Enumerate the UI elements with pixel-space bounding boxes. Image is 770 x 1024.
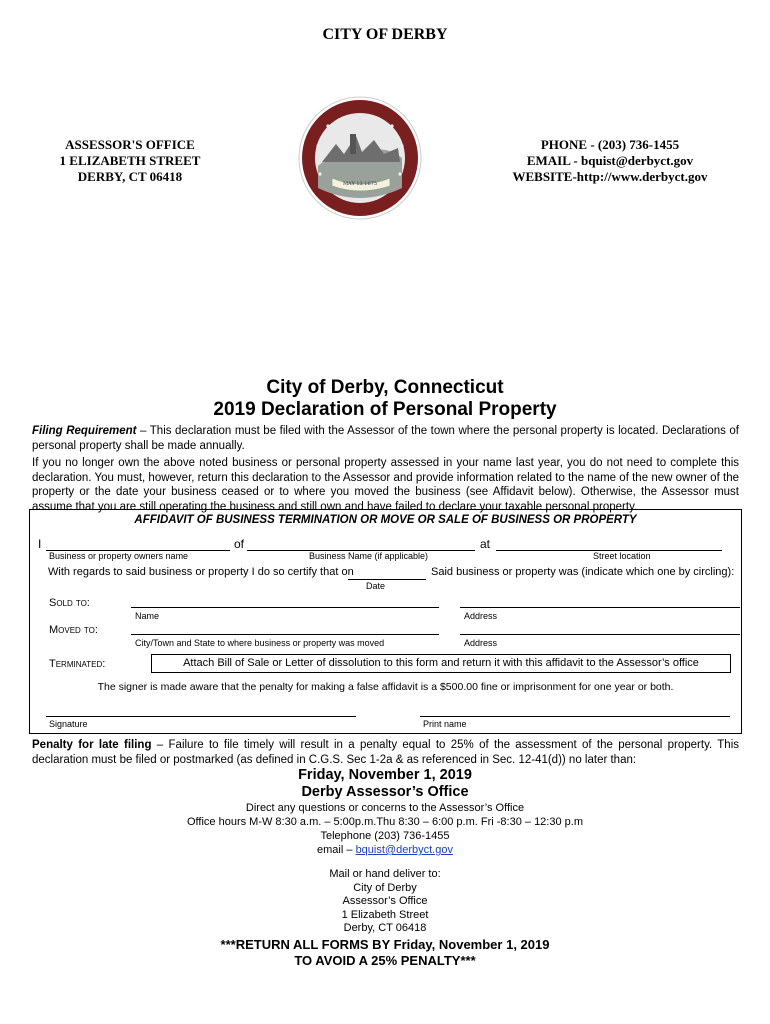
office-line: DERBY, CT 06418 <box>77 169 183 184</box>
late-filing-text: – Failure to file timely will result in a penalty equal to 25% of the assessment of the personal property. This declaration must be filed or postmarked (as defined in C.G.S. Sec 1-2a & as referenced in Sec. 12-41(d)) no later than: <box>32 739 739 766</box>
office-contact <box>470 137 750 185</box>
mail-line: City of Derby <box>353 881 417 894</box>
contact-email-line <box>0 843 770 857</box>
affidavit-title: AFFIDAVIT OF BUSINESS TERMINATION OR MOVE OR SALE OF BUSINESS OR PROPERTY <box>134 514 637 526</box>
attach-instruction: Attach Bill of Sale or Letter of dissolution to this form and return it with this affidavit to the Assessor’s office <box>151 654 731 673</box>
mail-line: Derby, CT 06418 <box>343 922 427 934</box>
deadline-date: Friday, November 1, 2019 <box>298 767 472 783</box>
moved-to-city-field[interactable] <box>131 634 439 635</box>
return-line-2: TO AVOID A 25% PENALTY*** <box>294 953 476 968</box>
word-i: I <box>38 537 42 551</box>
sold-to-name-field[interactable] <box>131 607 439 608</box>
caption-business-name: Business Name (if applicable) <box>309 551 429 561</box>
late-filing <box>32 738 739 767</box>
late-filing-label: Penalty for late filing <box>32 739 152 751</box>
caption-owner: Business or property owners name <box>49 551 189 561</box>
sold-to-label[interactable]: Sold to: <box>49 597 90 609</box>
print-name-field[interactable] <box>420 716 730 717</box>
signature-field[interactable] <box>46 716 356 717</box>
moved-to-label[interactable]: Moved to: <box>49 624 98 636</box>
word-of: of <box>234 537 245 551</box>
ownership-notice: If you no longer own the above noted business or personal property assessed in your name last year, you do not need to complete this declaration. You must, however, return this declaration to the Assessor and provide information related to the name of the new owner of the property or the date your business ceased or to where you moved the business (see Affidavit below). Otherwise, the Assessor must assume that you are still operating the business and still own and have failed to declare your taxable personal property. <box>32 457 739 513</box>
contact-website: WEBSITE-http://www.derbyct.gov <box>512 169 708 184</box>
city-heading: CITY OF DERBY <box>322 26 448 43</box>
word-at: at <box>480 537 491 551</box>
certify-text-b: Said business or property was (indicate which one by circling): <box>431 566 735 578</box>
filing-label: Filing Requirement <box>32 425 137 437</box>
caption-address: Address <box>464 611 498 621</box>
return-notice <box>0 937 770 969</box>
title-line-2: 2019 Declaration of Personal Property <box>213 399 557 420</box>
affidavit-box <box>29 509 742 734</box>
caption-print-name: Print name <box>423 719 467 729</box>
caption-date: Date <box>366 581 386 591</box>
email-prefix: email – <box>317 844 356 856</box>
page-title <box>0 377 770 421</box>
title-line-1: City of Derby, Connecticut <box>266 377 504 398</box>
email-link[interactable]: bquist@derbyct.gov <box>355 844 453 856</box>
caption-signature: Signature <box>49 719 88 729</box>
seal-date: MAY 13 1675 <box>342 181 378 187</box>
city-seal-icon <box>298 96 422 220</box>
contact-block <box>0 801 770 857</box>
contact-line-1: Direct any questions or concerns to the Assessor’s Office <box>245 802 525 814</box>
mail-line: Mail or hand deliver to: <box>329 868 441 880</box>
contact-line-2: Office hours M-W 8:30 a.m. – 5:00p.m.Thu 8:30 – 6:00 p.m. Fri -8:30 – 12:30 p.m <box>187 816 583 828</box>
contact-phone: PHONE - (203) 736-1455 <box>540 137 680 152</box>
return-line-1: ***RETURN ALL FORMS BY Friday, November 1, 2019 <box>220 937 550 952</box>
false-affidavit-notice: The signer is made aware that the penalty for making a false affidavit is a $500.00 fine or imprisonment for one year or both. <box>97 681 674 693</box>
contact-line-3: Telephone (203) 736-1455 <box>320 830 450 842</box>
filing-requirement <box>32 424 739 453</box>
caption-city: City/Town and State to where business or property was moved <box>135 638 385 648</box>
terminated-label[interactable]: Terminated: <box>49 658 106 670</box>
mail-block <box>0 868 770 936</box>
filing-text: – This declaration must be filed with the Assessor of the town where the personal property is located. Declarations of personal property shall be made annually. <box>32 425 739 452</box>
office-line: 1 ELIZABETH STREET <box>59 153 201 168</box>
deadline-office: Derby Assessor’s Office <box>301 784 469 800</box>
sold-to-address-field[interactable] <box>460 607 740 608</box>
certify-text-a: With regards to said business or property I do so certify that on <box>48 566 354 578</box>
deadline <box>0 767 770 801</box>
office-address <box>20 137 240 185</box>
contact-email: EMAIL - bquist@derbyct.gov <box>526 153 694 168</box>
mail-line: Assessor’s Office <box>342 895 428 907</box>
date-field[interactable] <box>348 579 426 580</box>
caption-address-2: Address <box>464 638 498 648</box>
office-line: ASSESSOR'S OFFICE <box>65 137 195 152</box>
caption-name: Name <box>135 611 160 621</box>
mail-line: 1 Elizabeth Street <box>341 908 429 921</box>
moved-to-address-field[interactable] <box>460 634 740 635</box>
caption-street: Street location <box>593 551 651 561</box>
